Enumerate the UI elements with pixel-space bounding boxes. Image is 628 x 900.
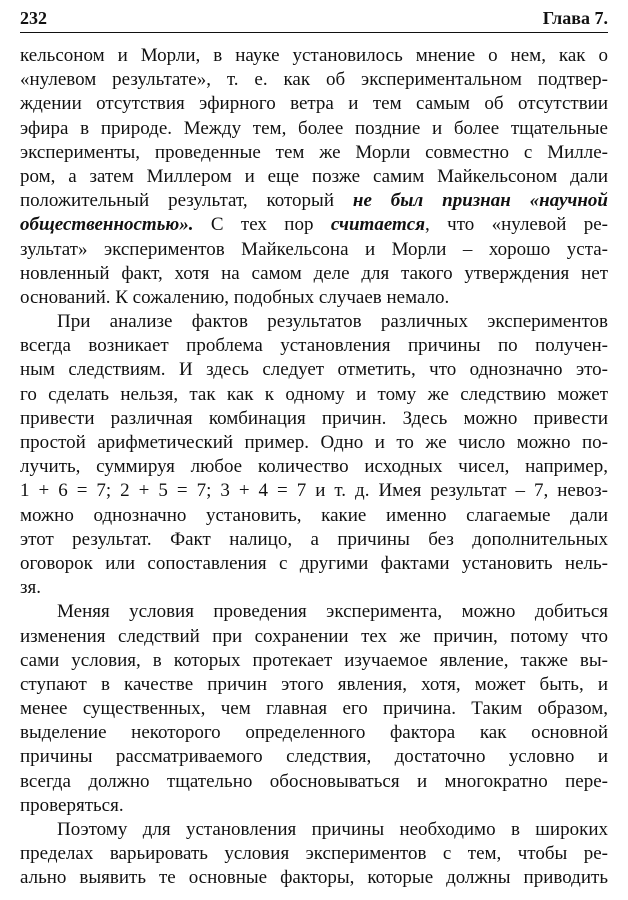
text-line: [20, 721, 608, 745]
text-segment: изменения следствий при сохранении тех же причин, потому что: [20, 625, 608, 647]
text-line: [20, 310, 608, 334]
text-segment: положительный результат, который: [20, 190, 353, 212]
paragraph: [20, 44, 608, 310]
text-segment: ным следствиям. И здесь следует отметить, что однозначно это-: [20, 359, 608, 381]
text-line: [20, 358, 608, 382]
text-line: [20, 165, 608, 189]
text-segment: привести различная комбинация причин. Здесь можно привести: [20, 407, 608, 429]
text-line: [20, 189, 608, 213]
text-segment: всегда должно тщательно обосновываться и многократно пере-: [20, 770, 608, 792]
text-line: [20, 117, 608, 141]
emphasized-text: общественностью».: [20, 214, 194, 236]
text-segment: При анализе фактов результатов различных экспериментов: [57, 311, 608, 333]
text-segment: пределах варьировать условия экспериментов с тем, чтобы ре-: [20, 843, 608, 865]
page-header: [20, 6, 608, 33]
text-segment: причины рассматриваемого следствия, достаточно условно и: [20, 746, 608, 768]
text-line: [20, 552, 608, 576]
text-segment: можно однозначно установить, какие именно слагаемые дали: [20, 504, 608, 526]
text-line: [20, 383, 608, 407]
text-segment: ром, а затем Миллером и еще позже самим Майкельсоном дали: [20, 165, 608, 187]
text-segment: сами условия, в которых протекает изучаемое явление, также вы-: [20, 649, 608, 671]
text-segment: проверяться.: [20, 794, 124, 816]
text-line: [20, 673, 608, 697]
text-line: [20, 504, 608, 528]
text-line: [20, 528, 608, 552]
text-line: [20, 141, 608, 165]
text-line: [20, 842, 608, 866]
text-segment: эксперименты, проведенные тем же Морли совместно с Милле-: [20, 141, 608, 163]
text-line: [20, 866, 608, 890]
text-segment: этот результат. Факт налицо, а причины без дополнительных: [20, 528, 608, 550]
text-line: [20, 213, 608, 237]
text-segment: новленный факт, хотя на самом деле для такого утверждения нет: [20, 262, 608, 284]
text-line: [20, 455, 608, 479]
text-segment: выделение некоторого определенного фактора как основной: [20, 722, 608, 744]
text-segment: Поэтому для установления причины необходимо в широких: [57, 819, 608, 840]
text-segment: С тех пор: [193, 214, 331, 236]
text-segment: оснований. К сожалению, подобных случаев немало.: [20, 286, 450, 308]
text-segment: 1 + 6 = 7; 2 + 5 = 7; 3 + 4 = 7 и т. д. Имея результат – 7, невоз-: [20, 480, 608, 502]
body-text: [20, 44, 608, 891]
text-line: [20, 334, 608, 358]
text-line: [20, 238, 608, 262]
text-line: [20, 818, 608, 842]
text-segment: ально выявить те основные факторы, которые должны приводить: [20, 867, 608, 889]
text-line: [20, 92, 608, 116]
text-line: [20, 770, 608, 794]
text-line: [20, 431, 608, 455]
text-segment: кельсоном и Морли, в науке установилось мнение о нем, как о: [20, 45, 608, 66]
text-segment: Меняя условия проведения эксперимента, можно добиться: [57, 601, 608, 623]
text-segment: , что «нулевой ре-: [425, 214, 608, 236]
paragraph: [20, 310, 608, 600]
text-segment: го сделать нельзя, так как к одному и тому же следствию может: [20, 383, 608, 405]
text-line: [20, 44, 608, 68]
text-segment: «нулевом результате», т. е. как об экспериментальном подтвер-: [20, 69, 608, 91]
text-line: [20, 697, 608, 721]
text-line: [20, 262, 608, 286]
text-line: [20, 649, 608, 673]
text-line: [20, 479, 608, 503]
chapter-title: Глава 7.: [542, 8, 608, 28]
text-segment: менее существенных, чем главная его причина. Таким образом,: [20, 698, 608, 720]
paragraph: [20, 600, 608, 818]
text-segment: зультат» экспериментов Майкельсона и Морли – хорошо уста-: [20, 238, 608, 260]
page-number: 232: [20, 8, 47, 28]
emphasized-text: не был признан «научной: [352, 190, 608, 212]
text-line: [20, 794, 608, 818]
text-line: [20, 576, 608, 600]
text-segment: зя.: [20, 577, 41, 599]
text-line: [20, 625, 608, 649]
text-line: [20, 407, 608, 431]
text-segment: всегда возникает проблема установления причины по получен-: [20, 335, 608, 357]
text-line: [20, 286, 608, 310]
text-segment: лучить, суммируя любое количество исходных чисел, например,: [20, 456, 608, 478]
text-line: [20, 745, 608, 769]
text-segment: простой арифметический пример. Одно и то же число можно по-: [20, 432, 608, 453]
text-segment: ступают в качестве причин этого явления, хотя, может быть, и: [20, 673, 608, 695]
text-segment: эфира в природе. Между тем, более поздние и более тщательные: [20, 117, 608, 139]
text-segment: ждении отсутствия эфирного ветра и тем самым об отсутствии: [20, 93, 608, 115]
text-line: [20, 68, 608, 92]
emphasized-text: считается: [330, 214, 426, 236]
text-line: [20, 600, 608, 624]
text-segment: оговорок или сопоставления с другими фактами установить нель-: [20, 552, 608, 574]
paragraph: [20, 818, 608, 891]
